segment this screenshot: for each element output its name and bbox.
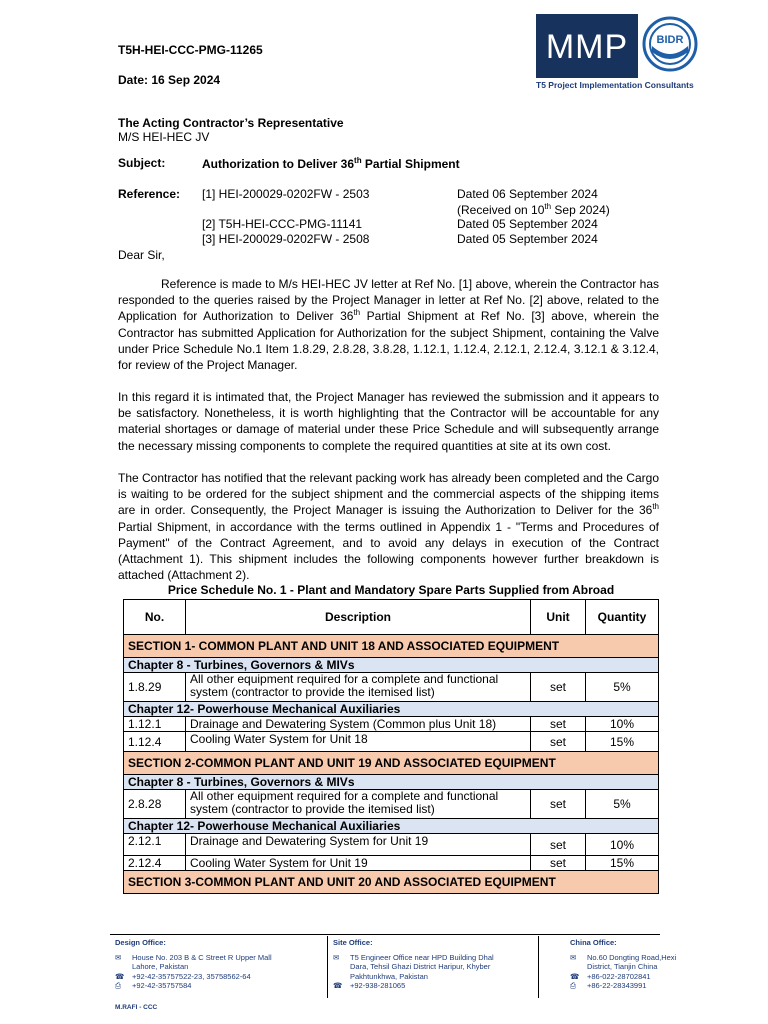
header-no: No. xyxy=(124,600,186,635)
header-quantity: Quantity xyxy=(586,600,659,635)
phone-icon: ☎ xyxy=(115,971,125,981)
table-row: 2.12.1 Drainage and Dewatering System for Unit 19 set 10% xyxy=(124,834,659,856)
fax-icon: ⎙ xyxy=(570,980,576,990)
price-schedule-table xyxy=(123,599,659,894)
reference-date-2: Dated 05 September 2024 xyxy=(457,217,598,231)
header-unit: Unit xyxy=(531,600,586,635)
reference-item-3: [3] HEI-200029-0202FW - 2508 xyxy=(202,232,370,246)
envelope-icon: ✉ xyxy=(115,953,122,963)
reference-received-date: (Received on 10th Sep 2024) xyxy=(457,202,610,217)
footer-column-divider xyxy=(327,936,328,998)
bidr-logo-icon xyxy=(642,16,698,72)
footer-divider xyxy=(110,934,660,935)
table-row: 1.12.1 Drainage and Dewatering System (Common plus Unit 18) set 10% xyxy=(124,717,659,732)
chapter-row: Chapter 8 - Turbines, Governors & MIVs xyxy=(124,658,659,673)
bidr-badge-text: BIDR xyxy=(656,34,684,46)
addressee-title: The Acting Contractor’s Representative xyxy=(118,116,344,130)
phone-icon: ☎ xyxy=(333,980,343,990)
envelope-icon: ✉ xyxy=(333,953,340,963)
table-row: 1.8.29 All other equipment required for a complete and functional system (contractor to provide the itemised list) set 5% xyxy=(124,673,659,702)
table-row: 2.12.4 Cooling Water System for Unit 19 set 15% xyxy=(124,856,659,871)
addressee-company: M/S HEI-HEC JV xyxy=(118,130,210,144)
subject-text: Authorization to Deliver 36th Partial Shipment xyxy=(202,156,460,171)
reference-item-1: [1] HEI-200029-0202FW - 2503 xyxy=(202,187,370,201)
envelope-icon: ✉ xyxy=(570,953,577,963)
paragraph-1: Reference is made to M/s HEI-HEC JV letter at Ref No. [1] above, wherein the Contractor has responded to the queries raised by the Project Manager in letter at Ref No. [2] above, related to the Application for Authorization to Deliver 36th Partial Shipment at Ref No. [3] above, wherein the Contractor has submitted Application for Authorization for the subject Shipment, containing the Valve under Price Schedule No.1 Item 1.8.29, 2.8.28, 3.8.28, 1.12.1, 1.12.4, 2.12.1, 2.12.4, 3.12.1 & 3.12.4, for review of the Project Manager. xyxy=(118,277,659,373)
table-caption: Price Schedule No. 1 - Plant and Mandatory Spare Parts Supplied from Abroad xyxy=(167,583,615,597)
reference-label: Reference: xyxy=(118,187,181,201)
chapter-row: Chapter 8 - Turbines, Governors & MIVs xyxy=(124,775,659,790)
section-row: SECTION 2-COMMON PLANT AND UNIT 19 AND ASSOCIATED EQUIPMENT xyxy=(124,752,659,775)
table-header-row xyxy=(124,600,659,635)
letter-date: Date: 16 Sep 2024 xyxy=(118,73,221,87)
footer-initials: M.RAFI - CCC xyxy=(115,1004,158,1011)
salutation: Dear Sir, xyxy=(118,248,165,262)
phone-icon: ☎ xyxy=(570,971,580,981)
table-row: 2.8.28 All other equipment required for a complete and functional system (contractor to provide the itemised list) set 5% xyxy=(124,790,659,819)
table-row: 1.12.4 Cooling Water System for Unit 18 set 15% xyxy=(124,732,659,752)
subject-label: Subject: xyxy=(118,156,166,170)
footer-china-office: China Office: ✉ No.60 Dongting Road,Hexi District, Tianjin China ☎ +86-022-28702841 ⎙ +86-22-28343991 xyxy=(570,938,677,990)
section-row: SECTION 1- COMMON PLANT AND UNIT 18 AND ASSOCIATED EQUIPMENT xyxy=(124,635,659,658)
reference-date-3: Dated 05 September 2024 xyxy=(457,232,598,246)
section-row: SECTION 3-COMMON PLANT AND UNIT 20 AND ASSOCIATED EQUIPMENT xyxy=(124,871,659,894)
footer-site-office: Site Office: ✉ T5 Engineer Office near HPD Building Dhal Dara, Tehsil Ghazi District Haripur, Khyber Pakhtunkhwa, Pakistan ☎ +92-938-281065 xyxy=(333,938,494,990)
paragraph-3: The Contractor has notified that the relevant packing work has already been completed and the Cargo is waiting to be ordered for the subject shipment and the commercial aspects of the shipping items are in order. Consequently, the Project Manager is issuing the Authorization to Deliver for the 36th Partial Shipment, in accordance with the terms outlined in Appendix 1 - "Terms and Procedures of Payment" of the Contract Agreement, and to avoid any delays in execution of the Contract (Attachment 1). This shipment includes the following components however further breakdown is attached (Attachment 2). xyxy=(118,471,659,583)
letter-reference-number: T5H-HEI-CCC-PMG-11265 xyxy=(118,43,263,57)
mmp-logo: MMP xyxy=(536,14,638,78)
chapter-row: Chapter 12- Powerhouse Mechanical Auxiliaries xyxy=(124,702,659,717)
header-description: Description xyxy=(186,600,531,635)
footer-column-divider xyxy=(538,936,539,998)
reference-date-1: Dated 06 September 2024 xyxy=(457,187,598,201)
reference-item-2: [2] T5H-HEI-CCC-PMG-11141 xyxy=(202,217,363,231)
logo-subtitle: T5 Project Implementation Consultants xyxy=(536,80,694,90)
footer-design-office: Design Office: ✉ House No. 203 B & C Street R Upper Mall Lahore, Pakistan ☎ +92-42-35757522-23, 35758562-64 ⎙ +92-42-35757584 xyxy=(115,938,272,990)
fax-icon: ⎙ xyxy=(115,980,121,990)
chapter-row: Chapter 12- Powerhouse Mechanical Auxiliaries xyxy=(124,819,659,834)
paragraph-2: In this regard it is intimated that, the Project Manager has reviewed the submission and it appears to be satisfactory. Nonetheless, it is worth highlighting that the Contractor will be accountable for any material shortages or damage of material under these Price Schedule and will subsequently arrange the necessary missing components to complete the required quantities at site at its own cost. xyxy=(118,390,659,453)
